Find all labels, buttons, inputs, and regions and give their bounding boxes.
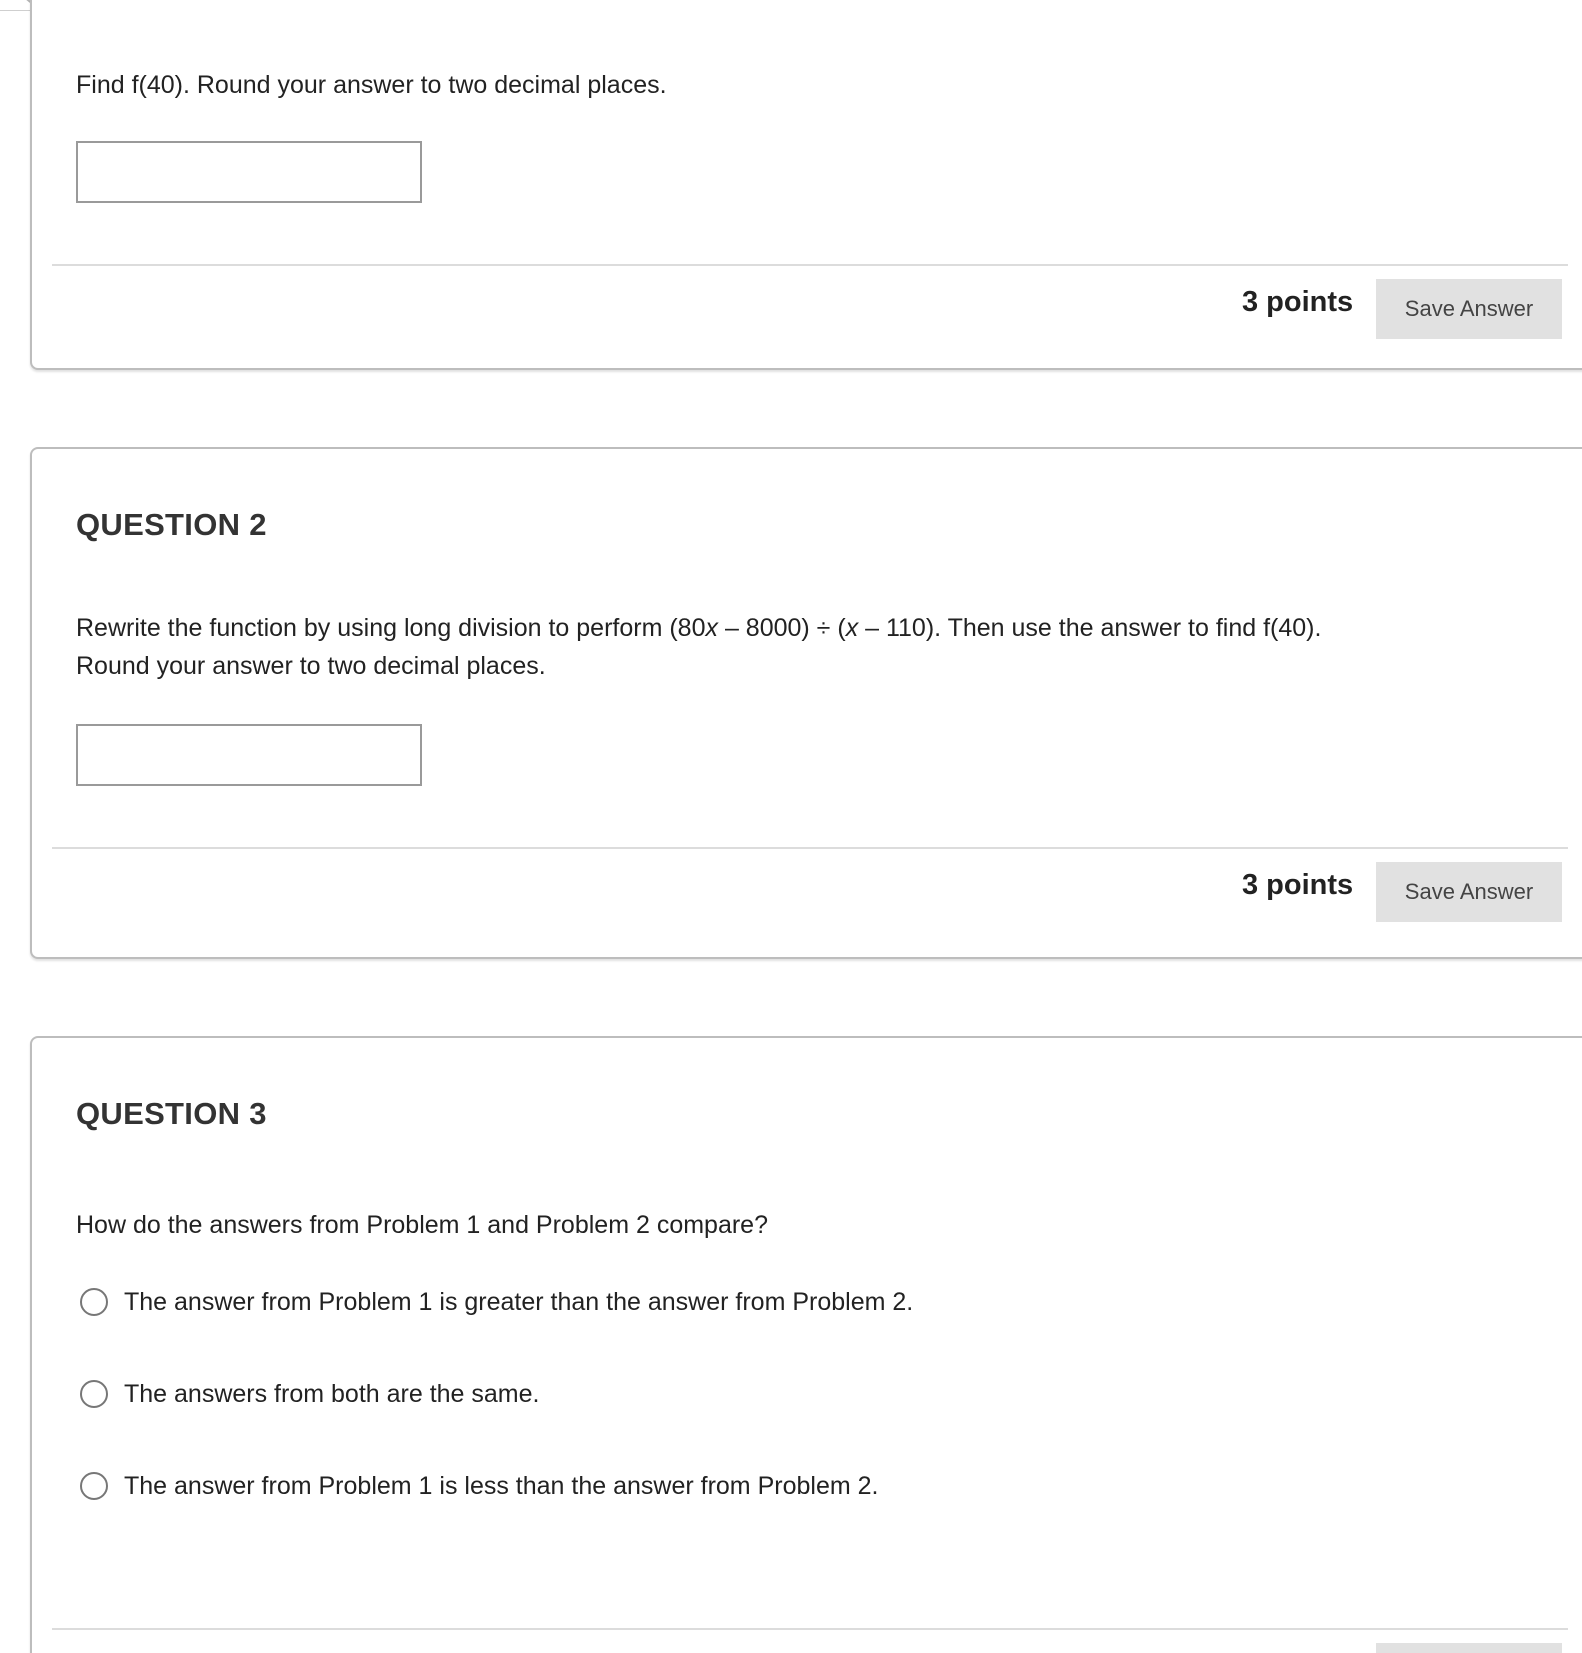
question-3-option-1-label[interactable]: The answer from Problem 1 is greater than the answer from Problem 2. [124,1287,914,1316]
question-1-card [30,0,1582,370]
question-2-answer-input[interactable] [76,724,422,786]
question-2-prompt-part-a: Rewrite the function by using long division to perform (80 [76,614,706,642]
question-1-points: 3 points [1242,286,1354,318]
question-2-divider [52,847,1568,849]
question-1-answer-input[interactable] [76,141,422,203]
radio-unchecked-icon[interactable] [80,1472,108,1500]
question-1-prompt: Find f(40). Round your answer to two decimal places. [76,71,667,99]
question-3-option-3[interactable] [80,1466,878,1506]
radio-unchecked-icon[interactable] [80,1288,108,1316]
question-1-divider [52,264,1568,266]
question-3-option-3-label[interactable]: The answer from Problem 1 is less than the answer from Problem 2. [124,1471,879,1500]
question-2-prompt [76,609,1476,685]
question-2-var-x-2: x [845,614,859,642]
question-3-option-2-label[interactable]: The answers from both are the same. [124,1379,540,1408]
question-3-card [30,1036,1582,1653]
question-3-option-1[interactable] [80,1282,913,1322]
question-3-title: QUESTION 3 [76,1096,267,1131]
question-2-points: 3 points [1242,869,1354,901]
question-2-prompt-part-c: – 110). Then use the answer to find f(40). [858,614,1322,642]
question-3-prompt: How do the answers from Problem 1 and Problem 2 compare? [76,1211,768,1239]
question-2-title: QUESTION 2 [76,507,267,542]
question-2-prompt-line-2: Round your answer to two decimal places. [76,652,546,680]
radio-unchecked-icon[interactable] [80,1380,108,1408]
question-3-option-2[interactable] [80,1374,539,1414]
question-3-divider [52,1628,1568,1630]
question-2-save-button[interactable]: Save Answer [1376,862,1562,922]
question-1-save-button[interactable]: Save Answer [1376,279,1562,339]
question-2-prompt-part-b: – 8000) ÷ ( [718,614,846,642]
question-2-var-x-1: x [705,614,718,642]
question-3-save-button[interactable] [1376,1643,1562,1653]
question-2-card [30,447,1582,959]
